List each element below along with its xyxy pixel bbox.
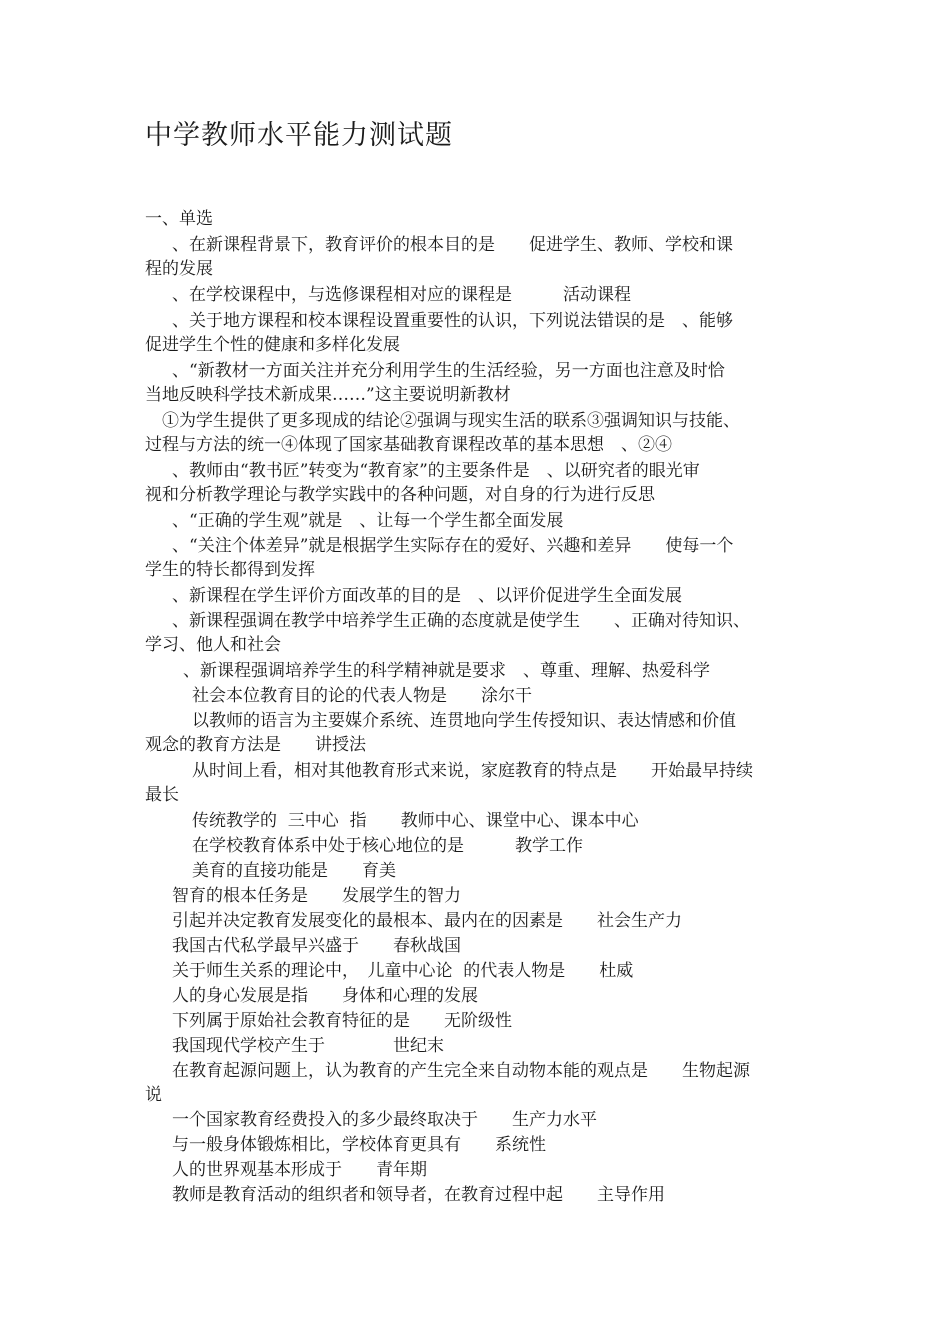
text-line: 、教师由“教书匠”转变为“教育家”的主要条件是 、以研究者的眼光审: [172, 461, 700, 481]
text-line: 在教育起源问题上，认为教育的产生完全来自动物本能的观点是 生物起源: [172, 1061, 750, 1081]
text-line: 、新课程强调在教学中培养学生正确的态度就是使学生 、正确对待知识、: [172, 611, 750, 631]
text-line: 过程与方法的统一④体现了国家基础教育课程改革的基本思想 、②④: [145, 435, 672, 455]
text-line: 我国古代私学最早兴盛于 春秋战国: [172, 936, 461, 956]
text-line: 观念的教育方法是 讲授法: [145, 735, 366, 755]
text-line: 学生的特长都得到发挥: [145, 560, 315, 580]
text-line: 、新课程在学生评价方面改革的目的是 、以评价促进学生全面发展: [172, 586, 682, 606]
text-line: 学习、他人和社会: [145, 635, 281, 655]
text-line: 关于师生关系的理论中， 儿童中心论 的代表人物是 杜威: [172, 961, 634, 981]
text-line: 、在新课程背景下，教育评价的根本目的是 促进学生、教师、学校和课: [172, 235, 733, 255]
text-line: ①为学生提供了更多现成的结论②强调与现实生活的联系③强调知识与技能、: [162, 411, 740, 431]
text-line: 从时间上看，相对其他教育形式来说，家庭教育的特点是 开始最早持续: [192, 761, 753, 781]
text-line: 我国现代学校产生于 世纪末: [172, 1036, 444, 1056]
text-line: 、关于地方课程和校本课程设置重要性的认识，下列说法错误的是 、能够: [172, 311, 733, 331]
text-line: 促进学生个性的健康和多样化发展: [145, 335, 400, 355]
text-line: 人的身心发展是指 身体和心理的发展: [172, 986, 478, 1006]
text-line: 程的发展: [145, 259, 213, 279]
text-line: 最长: [145, 785, 179, 805]
text-line: 以教师的语言为主要媒介系统、连贯地向学生传授知识、表达情感和价值: [192, 711, 736, 731]
text-line: 当地反映科学技术新成果……”这主要说明新教材: [145, 385, 511, 405]
text-line: 、“新教材一方面关注并充分利用学生的生活经验，另一方面也注意及时恰: [172, 361, 725, 381]
text-line: 视和分析教学理论与教学实践中的各种问题，对自身的行为进行反思: [145, 485, 655, 505]
text-line: 一个国家教育经费投入的多少最终取决于 生产力水平: [172, 1110, 597, 1130]
text-line: 、“关注个体差异”就是根据学生实际存在的爱好、兴趣和差异 使每一个: [172, 536, 734, 556]
text-line: 美育的直接功能是 育美: [192, 861, 396, 881]
text-line: 智育的根本任务是 发展学生的智力: [172, 886, 461, 906]
text-line: 与一般身体锻炼相比，学校体育更具有 系统性: [172, 1135, 546, 1155]
text-line: 人的世界观基本形成于 青年期: [172, 1160, 427, 1180]
text-line: 下列属于原始社会教育特征的是 无阶级性: [172, 1011, 512, 1031]
text-line: 教师是教育活动的组织者和领导者，在教育过程中起 主导作用: [172, 1185, 665, 1205]
text-line: 引起并决定教育发展变化的最根本、最内在的因素是 社会生产力: [172, 911, 682, 931]
document-title: 中学教师水平能力测试题: [145, 120, 453, 151]
text-line: 说: [145, 1085, 162, 1105]
text-line: 、新课程强调培养学生的科学精神就是要求 、尊重、理解、热爱科学: [183, 661, 710, 681]
text-line: 社会本位教育目的论的代表人物是 涂尔干: [192, 686, 532, 706]
text-line: 传统教学的 三中心 指 教师中心、课堂中心、课本中心: [192, 811, 639, 831]
text-line: 、在学校课程中，与选修课程相对应的课程是 活动课程: [172, 285, 631, 305]
text-line: 在学校教育体系中处于核心地位的是 教学工作: [192, 836, 583, 856]
text-line: 、“正确的学生观”就是 、让每一个学生都全面发展: [172, 511, 564, 531]
section-heading: 一、单选: [145, 209, 213, 229]
